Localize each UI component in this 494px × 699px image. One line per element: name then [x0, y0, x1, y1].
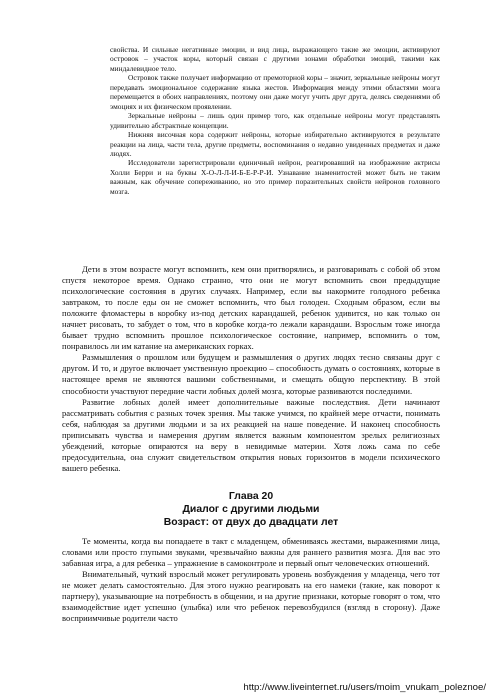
chapter-heading — [62, 490, 440, 530]
body-paragraph: Развитие лобных долей имеет дополнительные важные последствия. Дети начинают рассматривать события с разных точек зрения. Мы также учимся, по крайней мере отчасти, понимать себя, наблюдая за другими людьми и за их реакцией на наше поведение. И наконец способность приписывать чувства и намерения другим является важным компонентом зрелых религиозных убеждений, которые опираются на веру в невидимые материи. Хотя ложь сама по себе предосудительна, она служит свидетельством открытия новых горизонтов в модели психического вашего ребенка. — [62, 396, 440, 473]
inset-paragraph: Зеркальные нейроны – лишь один пример того, как отдельные нейроны могут представлять удивительно абстрактные концепции. — [110, 111, 440, 130]
main-text-bottom — [62, 536, 440, 624]
chapter-number: Глава 20 — [228, 491, 274, 502]
inset-paragraph: Нижняя височная кора содержит нейроны, которые избирательно активируются в результате реакции на лица, части тела, другие предметы, воспоминания о недавно увиденных предметах и даже людях. — [110, 130, 440, 158]
inset-paragraph: Исследователи зарегистрировали единичный нейрон, реагировавший на изображение актрисы Холли Берри и на буквы Х-О-Л-Л-И-Б-Е-Р-Р-И. Узнавание знаменитостей может быть не таким важным, как обучение сопереживанию, но это пример поразительных свойств нейронов головного мозга. — [110, 158, 440, 196]
inset-box — [110, 45, 440, 196]
main-text-top — [62, 264, 440, 474]
body-paragraph: Те моменты, когда вы попадаете в такт с младенцем, обмениваясь жестами, выражениями лица, словами или просто глупыми звуками, чрезвычайно важны для раннего развития мозга. Для вас это забавная игра, а для ребенка – упражнение в самоконтроле и первый опыт человеческих отношений. — [62, 536, 440, 569]
chapter-title: Диалог с другими людьми — [182, 504, 320, 516]
body-paragraph: Внимательный, чуткий взрослый может регулировать уровень возбуждения у младенца, чего тот не может делать самостоятельно. Для этого нужно реагировать на его намеки (такие, как поворот к партнеру), указывающие на потребность в общении, и на другие признаки, которые говорят о том, что взаимодействие идет успешно (улыбка) или что ребенок перевозбудился (взгляд в сторону). Даже восприимчивые родители часто — [62, 569, 440, 624]
body-paragraph: Дети в этом возрасте могут вспомнить, кем они притворялись, и разговаривать с собой об этом спустя некоторое время. Однако странно, что они не могут вспомнить свои предыдущие психологические состояния в других случаях. Например, если вы накормите голодного ребенка завтраком, то после еды он не сможет вспомнить, что был голоден. Сходным образом, если вы положите фломастеры в коробку из-под детских карандашей, ребенок удивится, но как только он начнет рисовать, то забудет о том, что в коробке когда-то лежали карандаши. Взрослым тоже иногда бывает трудно вспомнить прошлое психологическое состояние, например, вспомнить о том, понравилось ли им катание на американских горках. — [62, 264, 440, 352]
inset-paragraph: Островок также получает информацию от премоторной коры – значит, зеркальные нейроны могут передавать эмоциональное содержание языка жестов. Информация между этими областями мозга перемещается в обоих направлениях, поэтому они даже могут учить друг друга, делясь сведениями об эмоциях и их физическом проявлении. — [110, 73, 440, 111]
chapter-subtitle: Возраст: от двух до двадцати лет — [163, 517, 339, 529]
body-paragraph: Размышления о прошлом или будущем и размышления о других людях тесно связаны друг с другом. И то, и другое включает умственную проекцию – способность думать о состояниях, которые в настоящее время не являются вашими собственными, и смещать общую перспективу. В этой способности участвуют передние части лобных долей мозга, которые развиваются последними. — [62, 352, 440, 396]
inset-paragraph: свойства. И сильные негативные эмоции, и вид лица, выражающего такие же эмоции, активируют островок – участок коры, который связан с другими зонами обработки эмоций, такими как миндалевидное тело. — [110, 45, 440, 73]
footer-url: http://www.liveinternet.ru/users/moim_vnukam_poleznoe/ — [243, 682, 486, 693]
